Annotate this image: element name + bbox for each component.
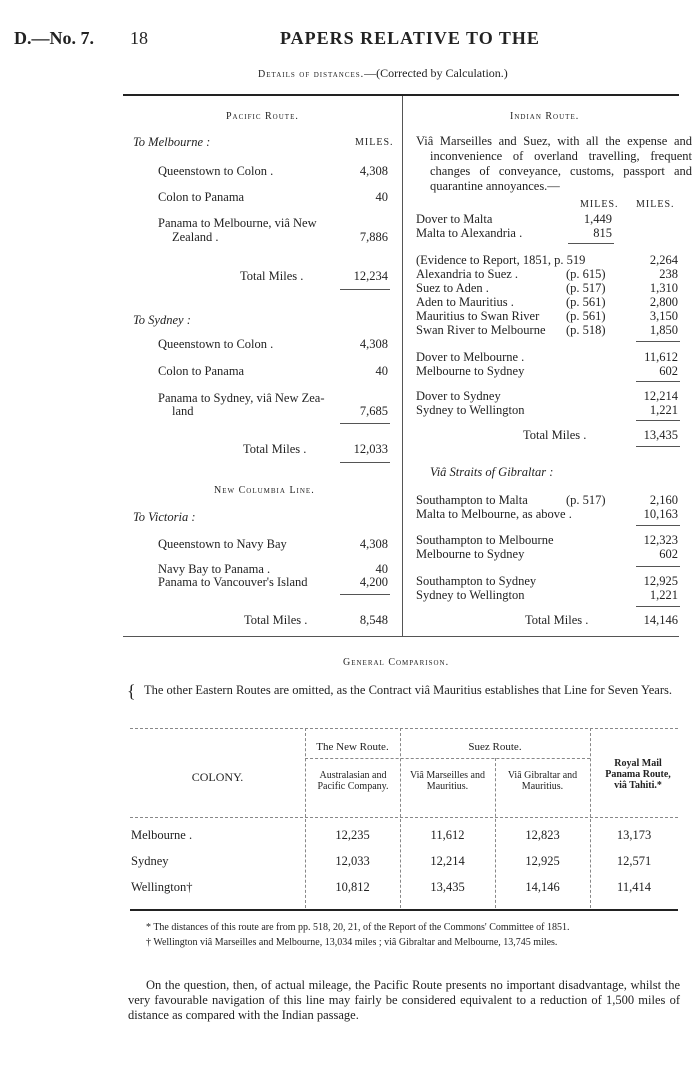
total-rule [340, 594, 390, 595]
gib-soton-melb-label: Southampton to Melbourne [416, 533, 554, 547]
table-cell: 14,146 [525, 880, 560, 894]
page-title: PAPERS RELATIVE TO THE [280, 28, 540, 48]
pacific-melb-row-2-value: 40 [375, 190, 388, 204]
total-rule [340, 289, 390, 290]
pacific-melb-row-2-label: Colon to Panama [158, 190, 245, 204]
gib-soton-syd-value: 12,925 [643, 574, 678, 588]
pacific-syd-row-1-label: Queenstown to Colon . [158, 337, 274, 351]
table-row-colony: Melbourne . [131, 828, 193, 842]
sub-head-marseilles: Viâ Marseilles and Mauritius. [410, 770, 485, 792]
pacific-melb-row-1-value: 4,308 [359, 164, 388, 178]
sub-head-australasian: Australasian and Pacific Company. [317, 770, 389, 792]
closing-paragraph: On the question, then, of actual mileage, the Pacific Route presents no important disadvantage, whilst the very favourable navigation of this line may fairly be considered equivalent to a reduction of 1,500 miles of distance as compared with the Indian passage. [128, 978, 680, 1022]
table-cell: 11,414 [617, 880, 651, 894]
dest-victoria: To Victoria : [133, 510, 196, 524]
indian-dover-syd-value: 12,214 [643, 389, 678, 403]
indian-row-mauritius-swan-label: Mauritius to Swan River [416, 309, 540, 323]
indian-row-alex-suez-value: 238 [659, 267, 678, 281]
pacific-syd-total-label: Total Miles . [243, 442, 307, 456]
bracket-glyph: { [127, 681, 136, 701]
gib-soton-melb-value: 12,323 [643, 533, 678, 547]
pacific-syd-total: 12,033 [353, 442, 388, 456]
col-head-royal-mail: Royal Mail Panama Route, viâ Tahiti.* [605, 758, 671, 791]
dest-melbourne: To Melbourne : [133, 135, 211, 149]
sub-rule [568, 243, 614, 244]
indian-total1-label: Total Miles . [523, 428, 587, 442]
indian-evidence-value: 2,264 [649, 253, 678, 267]
pacific-melb-row-3-label: Panama to Melbourne, viâ New [158, 216, 317, 230]
gib-melb-syd-label: Melbourne to Sydney [416, 547, 525, 561]
dest-sydney: To Sydney : [133, 313, 191, 327]
indian-dover-melb-label: Dover to Melbourne . [416, 350, 525, 364]
total-rule [340, 423, 390, 424]
pacific-melb-row-1-label: Queenstown to Colon . [158, 164, 274, 178]
indian-row-swan-melb-label: Swan River to Melbourne [416, 323, 546, 337]
sub-rule [636, 606, 680, 607]
columbia-row-1-value: 4,308 [359, 537, 388, 551]
table-row-colony: Wellington† [131, 880, 193, 894]
table-cell: 10,812 [335, 880, 370, 894]
indian-miles-col1: MILES. [580, 199, 619, 210]
table-row-colony: Sydney [131, 854, 169, 868]
indian-row-alex-suez-label: Alexandria to Suez . [416, 267, 519, 281]
indian-row-aden-mauritius-label: Aden to Mauritius . [416, 295, 514, 309]
table-cell: 12,033 [335, 854, 370, 868]
indian-intro: Viâ Marseilles and Suez, with all the expense and inconvenience of overland travelling, frequent changes of conveyance, customs, passport and quarantine annoyances.— [416, 134, 692, 193]
indian-row-mauritius-swan-value: 3,150 [649, 309, 678, 323]
pacific-syd-row-3-value: 7,685 [359, 404, 388, 418]
indian-row-malta-alex-label: Malta to Alexandria . [416, 226, 523, 240]
pacific-route-heading: Pacific Route. [226, 111, 299, 122]
page-subtitle [258, 66, 508, 81]
indian-dover-syd-label: Dover to Sydney [416, 389, 501, 403]
total-rule [340, 462, 390, 463]
sub-head-gibraltar: Viâ Gibraltar and Mauritius. [507, 770, 578, 792]
indian-dover-melb-value: 11,612 [644, 350, 678, 364]
pacific-melb-row-3-label-cont: Zealand . [172, 230, 219, 244]
section-rule [123, 636, 679, 637]
page-number: 18 [130, 28, 148, 48]
table-top-rule [130, 728, 678, 729]
gib-soton-malta-label: Southampton to Malta [416, 493, 528, 507]
gib-melb-syd-value: 602 [659, 547, 678, 561]
table-subhead-rule [305, 758, 590, 759]
col-head-suez: Suez Route. [468, 741, 522, 753]
indian-row-suez-aden-value: 1,310 [649, 281, 678, 295]
table-cell: 12,571 [616, 854, 652, 868]
pacific-syd-row-3-label: Panama to Sydney, viâ New Zea- [158, 391, 325, 405]
columbia-row-2-label: Navy Bay to Panama . [158, 562, 271, 576]
indian-syd-well-label: Sydney to Wellington [416, 403, 525, 417]
miles-column-header: MILES. [355, 137, 394, 148]
table-cell: 12,235 [335, 828, 370, 842]
gib-soton-malta-ref: (p. 517) [566, 493, 606, 507]
document-reference: D.—No. 7. [14, 28, 94, 48]
column-divider [402, 96, 403, 636]
table-cell: 12,823 [525, 828, 560, 842]
table-cell: 12,214 [430, 854, 465, 868]
table-cell: 13,435 [430, 880, 465, 894]
indian-melb-syd-value: 602 [659, 364, 678, 378]
col-head-colony: COLONY. [191, 770, 244, 784]
gibraltar-heading: Viâ Straits of Gibraltar : [430, 465, 554, 479]
comparison-note: The other Eastern Routes are omitted, as the Contract viâ Mauritius establishes that Line for Seven Years. [144, 683, 672, 697]
table-bottom-rule [130, 909, 678, 911]
indian-total1: 13,435 [643, 428, 678, 442]
gib-syd-well-label: Sydney to Wellington [416, 588, 525, 602]
pacific-syd-row-1-value: 4,308 [359, 337, 388, 351]
indian-row-mauritius-swan-ref: (p. 561) [566, 309, 606, 323]
indian-row-suez-aden-ref: (p. 517) [566, 281, 606, 295]
footnote-1: * The distances of this route are from pp. 518, 20, 21, of the Report of the Commons' Committee of 1851. [146, 922, 570, 933]
col-head-new-route: The New Route. [316, 741, 389, 753]
subtitle-rest: —(Corrected by Calculation.) [364, 66, 508, 80]
sub-rule [636, 446, 680, 447]
new-columbia-heading: New Columbia Line. [214, 485, 315, 496]
indian-row-malta-alex-value: 815 [593, 226, 612, 240]
general-comparison-heading: General Comparison. [343, 657, 450, 668]
pacific-syd-row-2-label: Colon to Panama [158, 364, 245, 378]
indian-row-aden-mauritius-value: 2,800 [649, 295, 678, 309]
columbia-row-3-value: 4,200 [359, 575, 388, 589]
gib-syd-well-value: 1,221 [649, 588, 678, 602]
indian-row-aden-mauritius-ref: (p. 561) [566, 295, 606, 309]
gib-soton-malta-value: 2,160 [649, 493, 678, 507]
indian-row-swan-melb-value: 1,850 [649, 323, 678, 337]
columbia-row-3-label: Panama to Vancouver's Island [158, 575, 308, 589]
table-cell: 13,173 [616, 828, 652, 842]
gib-malta-melb-value: 10,163 [643, 507, 678, 521]
columbia-total: 8,548 [359, 613, 388, 627]
table-cell: 11,612 [430, 828, 465, 842]
indian-miles-col2: MILES. [636, 199, 675, 210]
indian-row-alex-suez-ref: (p. 615) [566, 267, 606, 281]
indian-melb-syd-label: Melbourne to Sydney [416, 364, 525, 378]
sub-rule [636, 420, 680, 421]
sub-rule [636, 525, 680, 526]
indian-total2: 14,146 [643, 613, 678, 627]
indian-row-dover-malta-label: Dover to Malta [416, 212, 493, 226]
pacific-syd-row-2-value: 40 [375, 364, 388, 378]
subtitle-caps: Details of distances. [258, 69, 365, 80]
columbia-row-2-value: 40 [375, 562, 388, 576]
sub-rule [636, 566, 680, 567]
indian-row-suez-aden-label: Suez to Aden . [416, 281, 489, 295]
pacific-melb-total: 12,234 [353, 269, 388, 283]
pacific-melb-total-label: Total Miles . [240, 269, 304, 283]
sub-rule [636, 381, 680, 382]
gib-malta-melb-label: Malta to Melbourne, as above . [416, 507, 572, 521]
table-cell: 12,925 [525, 854, 560, 868]
pacific-melb-row-3-value: 7,886 [359, 230, 388, 244]
indian-row-swan-melb-ref: (p. 518) [566, 323, 606, 337]
indian-evidence: (Evidence to Report, 1851, p. 519 [416, 253, 586, 267]
indian-route-heading: Indian Route. [510, 111, 580, 122]
table-header-rule [130, 817, 678, 818]
columbia-row-1-label: Queenstown to Navy Bay [158, 537, 287, 551]
pacific-syd-row-3-label-cont: land [172, 404, 194, 418]
sub-rule [636, 341, 680, 342]
indian-total2-label: Total Miles . [525, 613, 589, 627]
indian-row-dover-malta-value: 1,449 [583, 212, 612, 226]
indian-syd-well-value: 1,221 [649, 403, 678, 417]
gib-soton-syd-label: Southampton to Sydney [416, 574, 537, 588]
footnote-2: † Wellington viâ Marseilles and Melbourne, 13,034 miles ; viâ Gibraltar and Melbourne, 13,745 miles. [146, 937, 558, 948]
columbia-total-label: Total Miles . [244, 613, 308, 627]
top-rule [123, 94, 679, 96]
